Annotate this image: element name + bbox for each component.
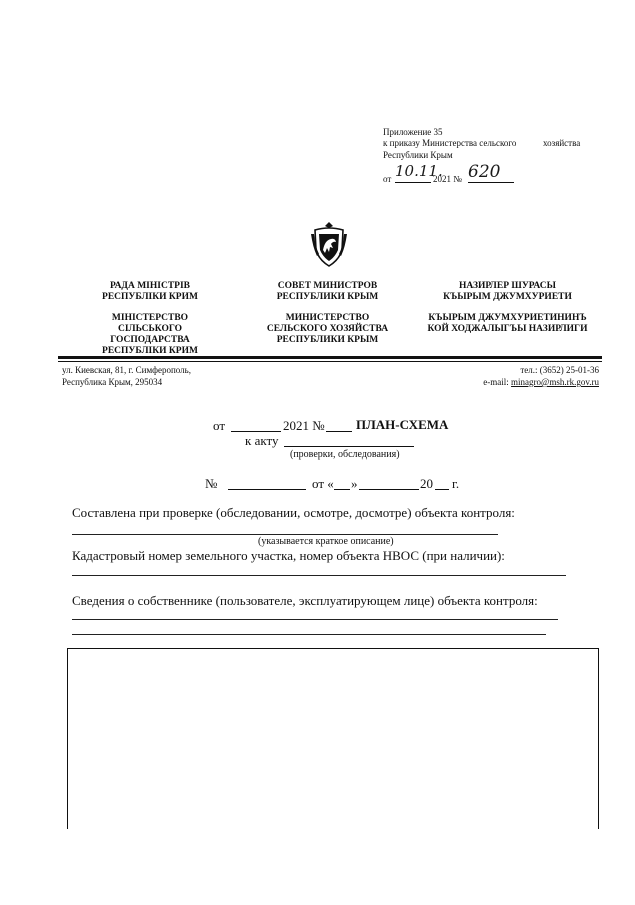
header-left-sub-3: ГОСПОДАРСТВА (110, 335, 190, 345)
form-ot: от (213, 418, 226, 433)
form-g: г. (452, 476, 460, 491)
appendix-date-field (395, 162, 443, 183)
form-owner-line-2[interactable] (72, 634, 546, 635)
address-phone: тел.: (3652) 25-01-36 (520, 365, 599, 375)
appendix-date-prefix: от (383, 174, 392, 184)
header-right-title-2: КЪЫРЫМ ДЖУМХУРИЕТИ (443, 292, 572, 302)
header-right (415, 281, 600, 335)
form-year-blank[interactable] (435, 489, 449, 490)
form-year-no: 2021 № (283, 418, 325, 433)
appendix-number-field (468, 162, 514, 183)
header-center-sub-3: РЕСПУБЛИКИ КРЫМ (276, 335, 379, 345)
header-right-sub-1: КЪЫРЫМ ДЖУМХУРИЕТИНИНЪ (428, 313, 587, 323)
form-compiled-line[interactable] (72, 534, 498, 535)
header-left (80, 281, 220, 357)
header-center (245, 281, 410, 346)
form-date-blank[interactable] (231, 431, 281, 432)
form-num-sign: № (205, 476, 218, 491)
appendix-line-2: к приказу Министерства сельского (383, 138, 517, 148)
header-rule-thick (58, 356, 602, 359)
form-cadastral-line[interactable] (72, 575, 566, 576)
header-center-title-2: РЕСПУБЛИКИ КРЫМ (276, 292, 379, 302)
form-month-blank[interactable] (359, 489, 419, 490)
header-left-sub-2: СІЛЬСЬКОГО (117, 324, 183, 334)
form-owner-label: Сведения о собственнике (пользователе, эксплуатирующем лице) объекта контроля: (72, 593, 538, 608)
form-year-prefix: 20 (420, 476, 433, 491)
header-center-sub-2: СЕЛЬСКОГО ХОЗЯЙСТВА (266, 324, 389, 334)
header-rule-thin (58, 361, 602, 362)
appendix-line-3: Республики Крым (383, 150, 453, 160)
form-act-hint: (проверки, обследования) (290, 449, 400, 460)
header-left-sub-1: МІНІСТЕРСТВО (111, 313, 189, 323)
form-to-act: к акту (245, 433, 279, 448)
appendix-line-2-tail: хозяйства (543, 138, 581, 148)
header-left-title-2: РЕСПУБЛІКИ КРИМ (102, 292, 198, 302)
address-line-2: Республика Крым, 295034 (62, 377, 163, 387)
appendix-number-handwritten: 620 (468, 162, 501, 182)
plan-drawing-area[interactable] (67, 648, 599, 829)
form-ot-quote: от « (312, 476, 334, 491)
form-compiled-hint: (указывается краткое описание) (258, 536, 394, 547)
header-left-title-1: РАДА МІНІСТРІВ (109, 281, 190, 291)
address-email-link[interactable]: minagro@msh.rk.gov.ru (511, 377, 599, 387)
appendix-year-text: 2021 № (433, 174, 462, 184)
header-left-sub-4: РЕСПУБЛІКИ КРИМ (102, 346, 198, 356)
form-title: ПЛАН-СХЕМА (356, 417, 449, 432)
address-email-row (483, 377, 599, 388)
appendix-date-handwritten: 10.11. (395, 162, 443, 180)
appendix-line-1: Приложение 35 (383, 127, 443, 137)
form-owner-line-1[interactable] (72, 619, 558, 620)
address-email-label: e-mail: (483, 377, 509, 387)
address-line-1: ул. Киевская, 81, г. Симферополь, (62, 365, 192, 375)
form-compiled-label: Составлена при проверке (обследовании, осмотре, досмотре) объекта контроля: (72, 505, 515, 520)
header-right-sub-2: КОЙ ХОДЖАЛЫГЪЫ НАЗИРЛИГИ (427, 324, 588, 334)
header-center-sub-1: МИНИСТЕРСТВО (285, 313, 370, 323)
header-right-title-1: НАЗИРЛЕР ШУРАСЫ (459, 281, 556, 291)
form-act-blank[interactable] (284, 446, 414, 447)
form-day-blank[interactable] (334, 489, 350, 490)
header-center-title-1: СОВЕТ МИНИСТРОВ (277, 281, 378, 291)
crimea-coat-of-arms-icon (309, 220, 349, 268)
form-num-blank[interactable] (228, 489, 306, 490)
form-cadastral-label: Кадастровый номер земельного участка, номер объекта НВОС (при наличии): (72, 548, 505, 563)
form-number-blank[interactable] (326, 431, 352, 432)
form-quote-close: » (351, 476, 358, 491)
